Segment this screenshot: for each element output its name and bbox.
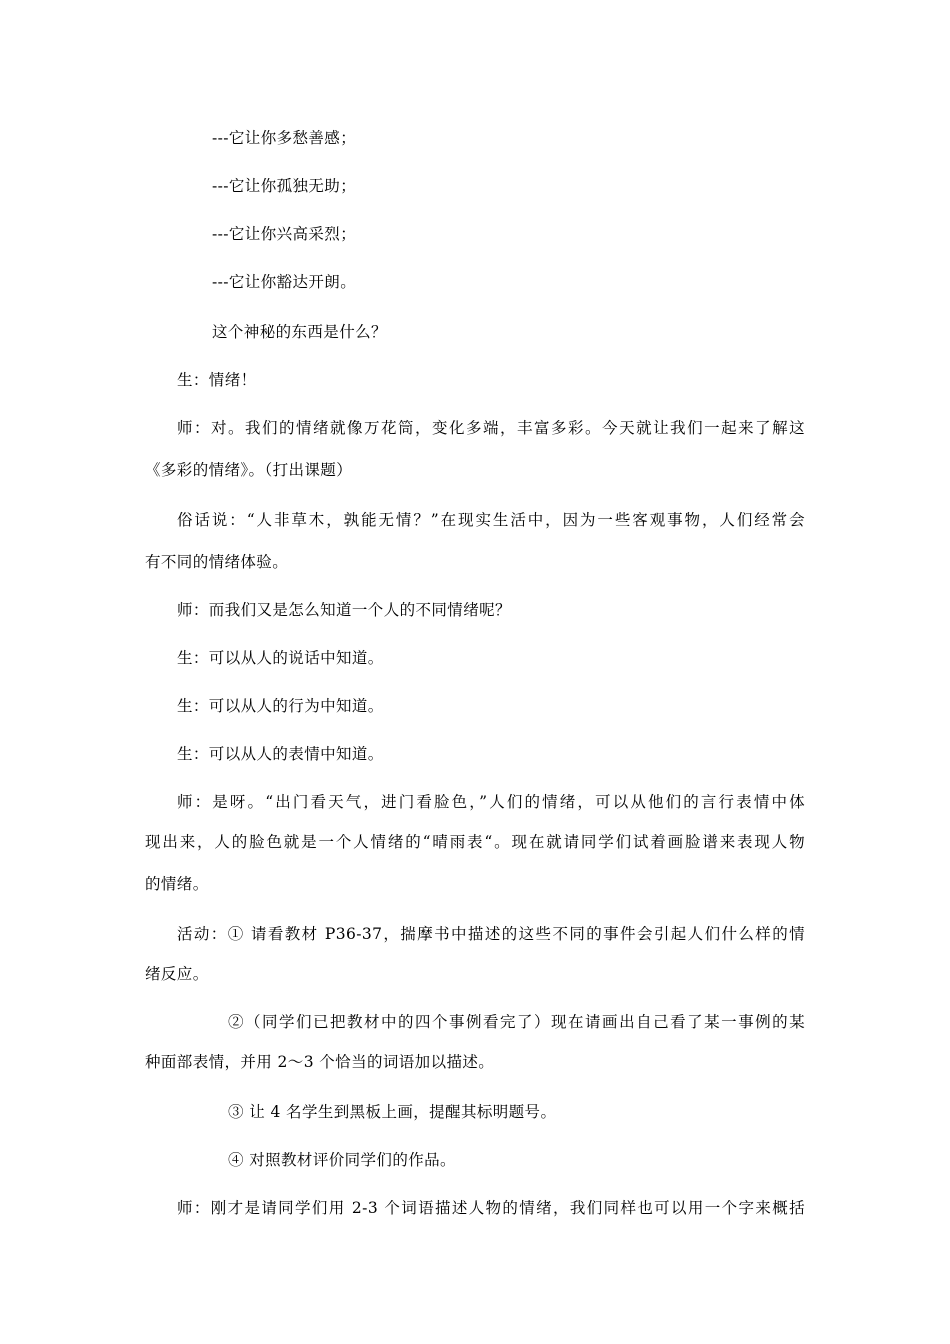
text-line: 活动：① 请看教材 P36-37，揣摩书中描述的这些不同的事件会引起人们什么样的情 [177,925,805,943]
text-line: 有不同的情绪体验。 [145,553,289,571]
text-line: 生：情绪！ [177,371,257,389]
text-line: 这个神秘的东西是什么？ [212,323,387,341]
text-line: ---它让你多愁善感； [212,129,357,147]
text-line: ---它让你兴高采烈； [212,225,357,243]
text-line: 的情绪。 [145,875,209,893]
text-line: 师：对。我们的情绪就像万花筒，变化多端，丰富多彩。今天就让我们一起来了解这 [177,419,805,437]
text-line: 师：而我们又是怎么知道一个人的不同情绪呢？ [177,601,511,619]
text-line: ---它让你豁达开朗。 [212,273,357,291]
text-line: 师：是呀。“出门看天气，进门看脸色，”人们的情绪，可以从他们的言行表情中体 [177,793,805,811]
text-line: ④ 对照教材评价同学们的作品。 [228,1151,456,1169]
text-line: 师：刚才是请同学们用 2-3 个词语描述人物的情绪，我们同样也可以用一个字来概括 [177,1199,805,1217]
text-line: ②（同学们已把教材中的四个事例看完了）现在请画出自己看了某一事例的某 [228,1013,805,1031]
text-line: 种面部表情，并用 2～3 个恰当的词语加以描述。 [145,1053,495,1071]
text-line: 《多彩的情绪》。（打出课题） [145,461,353,479]
text-line: ---它让你孤独无助； [212,177,357,195]
text-line: 绪反应。 [145,965,209,983]
text-line: 生：可以从人的行为中知道。 [177,697,384,715]
text-line: 生：可以从人的表情中知道。 [177,745,384,763]
text-line: ③ 让 4 名学生到黑板上画，提醒其标明题号。 [228,1103,557,1121]
text-line: 生：可以从人的说话中知道。 [177,649,384,667]
text-line: 现出来，人的脸色就是一个人情绪的“晴雨表“。现在就请同学们试着画脸谱来表现人物 [145,833,805,851]
text-line: 俗话说：“人非草木，孰能无情？”在现实生活中，因为一些客观事物，人们经常会 [177,511,805,529]
